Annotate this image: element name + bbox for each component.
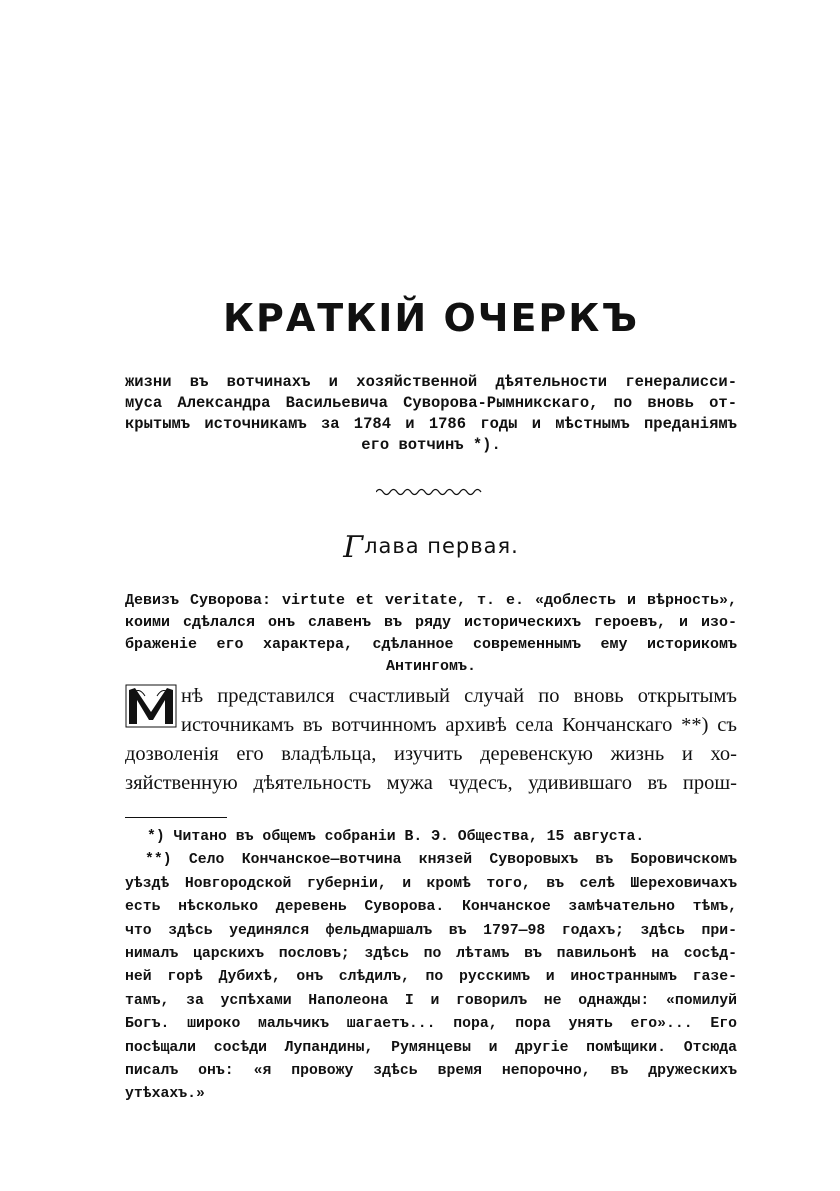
body-line: источникамъ въ вотчинномъ архивѣ села Кончанскаго **) съ [181, 714, 737, 736]
footnote-2-line: ней горѣ Дубихѣ, онъ слѣдилъ, по русскимъ и иностраннымъ газе- [125, 969, 737, 986]
body-line: нѣ представился счастливый случай по вновь открытымъ [181, 685, 737, 707]
footnotes [125, 826, 737, 1107]
svg-text:М: М [151, 714, 152, 715]
footnote-2-line: утѣхахъ.» [125, 1086, 205, 1103]
footnote-2-line: **) Село Кончанское—вотчина князей Суворовыхъ въ Боровичскомъ [145, 852, 737, 869]
footnote-2-line: есть нѣсколько деревень Суворова. Кончанское замѣчательно тѣмъ, [125, 899, 737, 916]
page-title: КРАТКІЙ ОЧЕРКЪ [222, 296, 640, 340]
subtitle-line: его вотчинъ *). [361, 436, 501, 454]
subtitle-line: крытымъ источникамъ за 1784 и 1786 годы и мѣстнымъ преданіямъ [125, 415, 737, 433]
footnote-1: *) Читано въ общемъ собраніи В. Э. Общества, 15 августа. [147, 829, 645, 845]
body-line: зяйственную дѣятельность мужа чудесъ, удивившаго въ прош- [125, 772, 737, 794]
footnote-2-line: тамъ, за успѣхами Наполеона I и говорилъ не однажды: «помилуй [125, 992, 737, 1009]
epigraph-line: Девизъ Суворова: virtute et veritate, т. е. «доблесть и вѣрность», [125, 592, 737, 609]
subtitle-line: жизни въ вотчинахъ и хозяйственной дѣятельности генералисси- [125, 373, 737, 391]
footnote-2-line: писалъ онъ: «я провожу здѣсь время непорочно, въ дружескихъ [125, 1063, 737, 1080]
footnote-2-line: уѣздѣ Новгородской губерніи, и кромѣ того, въ селѣ Шереховичахъ [125, 875, 737, 892]
epigraph [125, 590, 737, 678]
footnote-2-line: Богъ. широко мальчикъ шагаетъ... пора, пора унять его»... Его [125, 1016, 737, 1033]
chapter-heading [125, 530, 737, 565]
body-text [125, 682, 737, 798]
chapter-initial: Г [343, 530, 365, 565]
subtitle-line: муса Александра Васильевича Суворова-Рымникскаго, по вновь от- [125, 394, 737, 412]
dropcap-ornament [125, 684, 177, 728]
chapter-title: лава первая. [364, 534, 519, 558]
footnote-2-line: нималъ царскихъ пословъ; здѣсь по лѣтамъ въ павильонѣ на сосѣд- [125, 946, 737, 963]
book-page [125, 0, 737, 1191]
epigraph-line: Антингомъ. [385, 658, 476, 675]
body-line: дозволенія его владѣльца, изучить деревенскую жизнь и хо- [125, 743, 737, 765]
epigraph-line: коими сдѣлался онъ славенъ въ ряду историческихъ героевъ, и изо- [125, 614, 737, 631]
footnote-rule [125, 817, 227, 818]
ornament-divider [125, 484, 737, 502]
footnote-2-line: посѣщали сосѣди Лупандины, Румянцевы и другіе помѣщики. Отсюда [125, 1039, 737, 1056]
footnote-2-line: что здѣсь уединялся фельдмаршалъ въ 1797—98 годахъ; здѣсь при- [125, 922, 737, 939]
epigraph-line: браженіе его характера, сдѣланное современнымъ ему историкомъ [125, 636, 737, 653]
subtitle [125, 372, 737, 456]
